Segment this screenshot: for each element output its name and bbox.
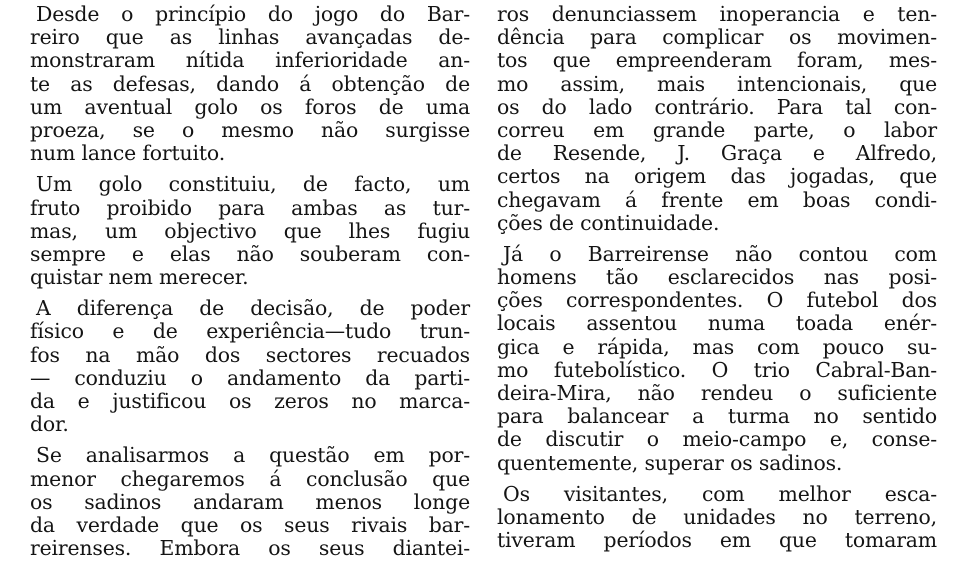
text-line: Os visitantes, com melhor esca- [503, 481, 937, 506]
text-line: fos na mão dos sectores recuados [30, 342, 470, 367]
text-line: Se analisarmos a questão em por- [36, 443, 470, 468]
text-line: ções correspondentes. O futebol dos [497, 288, 937, 313]
text-line: tos que empreenderam foram, mes- [497, 48, 937, 73]
right-column [497, 3, 937, 560]
text-line: os do lado contrário. Para tal con- [497, 94, 937, 119]
text-line: ções de continuidade. [497, 210, 720, 235]
text-line: reirenses. Embora os seus diantei- [30, 536, 470, 561]
text-line: homens tão esclarecidos nas posi- [497, 265, 937, 290]
text-line: lonamento de unidades no terreno, [497, 504, 937, 529]
paragraph-5 [497, 3, 937, 235]
text-line: A diferença de decisão, de poder [36, 296, 470, 321]
text-line: os sadinos andaram menos longe [30, 489, 470, 514]
text-line: menor chegaremos á conclusão que [30, 466, 470, 491]
text-line: físico e de experiência—tudo trun- [30, 319, 470, 344]
text-line: reiro que as linhas avançadas de- [30, 25, 470, 50]
text-line: certos na origem das jogadas, que [497, 164, 937, 189]
text-line: um aventual golo os foros de uma [30, 94, 470, 119]
text-line: para balancear a turma no sentido [497, 404, 937, 429]
paragraph-6 [497, 243, 937, 475]
text-line: te as defesas, dando á obtenção de [30, 71, 470, 96]
paragraph-3 [30, 297, 470, 436]
text-line: fruto proibido para ambas as tur- [30, 195, 470, 220]
text-line: correu em grande parte, o labor [497, 117, 937, 142]
paragraph-2 [30, 173, 470, 289]
text-line: Desde o princípio do jogo do Bar- [36, 2, 470, 26]
text-line: mas, um objectivo que lhes fugiu [30, 218, 470, 243]
text-line: mo assim, mais intencionais, que [497, 71, 937, 96]
text-line: da e justificou os zeros no marca- [30, 389, 470, 413]
text-line: tiveram períodos em que tomaram [497, 528, 937, 553]
paragraph-1 [30, 3, 470, 165]
text-line: monstraram nítida inferioridade an- [30, 48, 470, 73]
text-line: dor. [30, 412, 69, 437]
paragraph-7 [497, 483, 937, 553]
text-line: num lance fortuito. [30, 141, 226, 166]
paragraph-4 [30, 444, 470, 560]
text-line: chegavam á frente em boas condi- [497, 187, 937, 212]
text-line: mo futebolístico. O trio Cabral-Ban- [497, 357, 937, 382]
text-line: proeza, se o mesmo não surgisse [30, 117, 470, 142]
text-line: de discutir o meio-campo e, conse- [497, 427, 937, 452]
text-line: quentemente, superar os sadinos. [497, 450, 843, 475]
text-line: Já o Barreirense não contou com [503, 241, 937, 266]
left-column [30, 3, 470, 568]
text-line: sempre e elas não souberam con- [30, 241, 470, 266]
text-line: de Resende, J. Graça e Alfredo, [497, 141, 937, 166]
text-line: da verdade que os seus rivais bar- [30, 512, 470, 537]
text-line: quistar nem merecer. [30, 265, 249, 290]
text-line: locais assentou numa toada enér- [497, 311, 937, 336]
text-line: ros denunciassem inoperancia e ten- [497, 2, 937, 26]
text-line: — conduziu o andamento da parti- [30, 365, 470, 390]
text-line: deira-Mira, não rendeu o suficiente [497, 381, 937, 405]
text-line: gica e rápida, mas com pouco su- [497, 334, 937, 359]
text-line: Um golo constituiu, de facto, um [36, 172, 470, 197]
text-line: dência para complicar os movimen- [497, 25, 937, 50]
